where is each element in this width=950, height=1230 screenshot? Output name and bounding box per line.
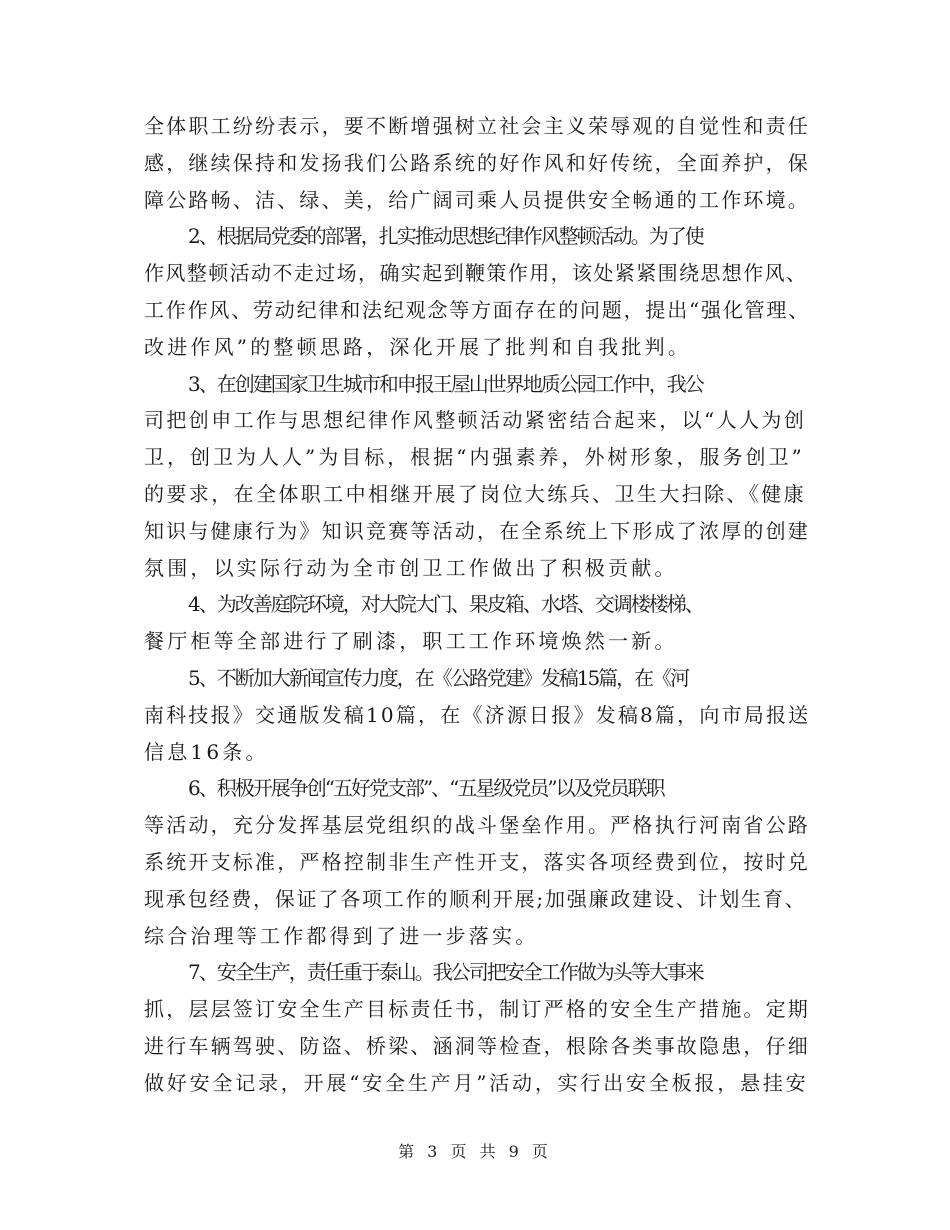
text-line: 现承包经费，保证了各项工作的顺利开展;加强廉政建设、计划生育、 [144,886,807,911]
document-body [144,108,810,1102]
text-line: 感，继续保持和发扬我们公路系统的好作风和好传统，全面养护，保 [144,150,810,175]
text-line: 等活动，充分发挥基层党组织的战斗堡垒作用。严格执行河南省公路 [144,813,810,838]
text-line: 系统开支标准，严格控制非生产性开支，落实各项经费到位，按时兑 [144,849,810,874]
text-line: 全体职工纷纷表示，要不断增强树立社会主义荣辱观的自觉性和责任 [144,114,810,138]
text-line: 知识与健康行为》知识竞赛等活动，在全系统上下形成了浓厚的创建 [144,518,810,543]
paragraph-first-line: 7、安全生产，责任重于泰山。我公司把安全工作做为头等大事来 [188,960,703,985]
paragraph-first-line: 3、在创建国家卫生城市和申报王屋山世界地质公园工作中，我公 [188,371,703,396]
text-line: 改进作风”的整顿思路，深化开展了批判和自我批判。 [144,334,692,359]
text-line: 进行车辆驾驶、防盗、桥梁、涵洞等检查，根除各类事故隐患，仔细 [144,1033,810,1058]
paragraph-first-line: 2、根据局党委的部署，扎实推动思想纪律作风整顿活动。为了使 [188,224,703,249]
text-line: 氛围，以实际行动为全市创卫工作做出了积极贡献。 [144,555,678,580]
text-line: 餐厅柜等全部进行了刷漆，职工工作环境焕然一新。 [144,629,678,654]
page-number: 第 3 页 共 9 页 [398,1142,552,1161]
text-line: 的要求，在全体职工中相继开展了岗位大练兵、卫生大扫除、《健康 [144,481,806,506]
paragraph-first-line: 5、不断加大新闻宣传力度，在《公路党建》发稿15篇，在《河 [188,665,689,690]
text-line: 南科技报》交通版发稿10篇，在《济源日报》发稿8篇，向市局报送 [144,702,811,727]
text-line: 工作作风、劳动纪律和法纪观念等方面存在的问题，提出“强化管理、 [144,297,811,322]
text-line: 抓，层层签订安全生产目标责任书，制订严格的安全生产措施。定期 [144,997,810,1022]
text-line: 障公路畅、洁、绿、美，给广阔司乘人员提供安全畅通的工作环境。 [144,187,810,212]
text-line: 作风整顿活动不走过场，确实起到鞭策作用，该处紧紧围绕思想作风、 [144,261,808,286]
text-line: 信息16条。 [144,739,269,764]
text-line: 做好安全记录，开展“安全生产月”活动，实行出安全板报，悬挂安 [144,1070,809,1095]
text-line: 综合治理等工作都得到了进一步落实。 [144,923,539,948]
text-line: 司把创申工作与思想纪律作风整顿活动紧密结合起来，以“人人为创 [144,408,807,433]
paragraph-first-line: 6、积极开展争创“五好党支部”、“五星级党员”以及党员联职 [188,776,664,801]
text-line: 卫，创卫为人人”为目标，根据“内强素养，外树形象，服务创卫” [144,445,805,470]
paragraph-first-line: 4、为改善庭院环境，对大院大门、果皮箱、水塔、交调楼楼梯、 [188,592,703,617]
